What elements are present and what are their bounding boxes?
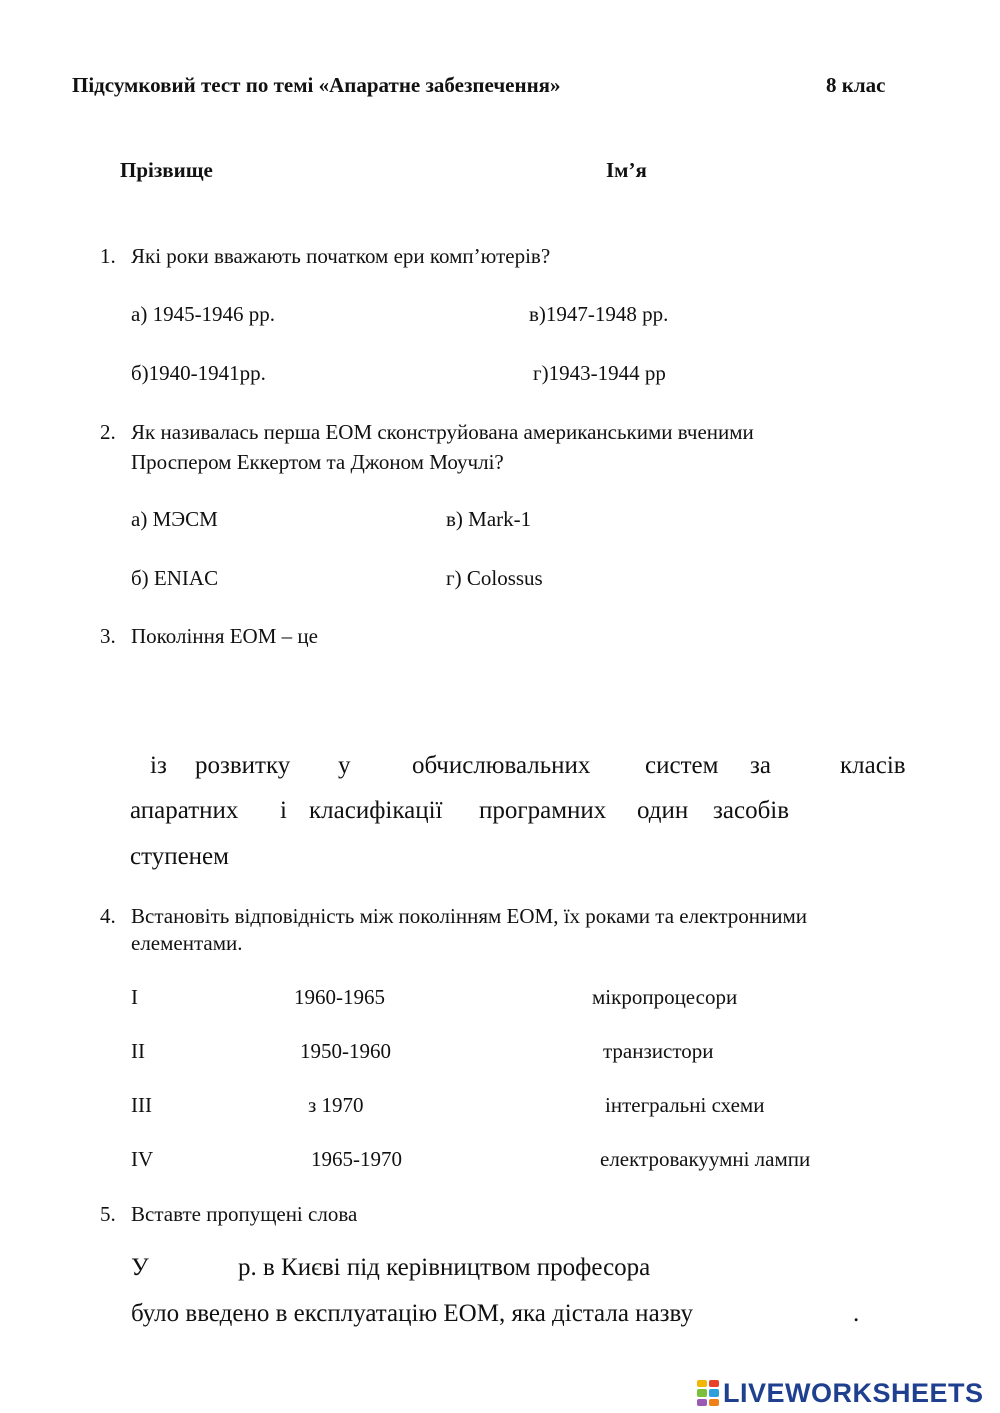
question-2-option-a[interactable]: а) МЭСМ: [131, 507, 218, 531]
word-chip[interactable]: класифікації: [309, 797, 443, 824]
question-1-option-g[interactable]: г)1943-1944 рр: [533, 361, 666, 385]
word-chip[interactable]: класів: [840, 752, 906, 779]
name-label: Ім’я: [606, 158, 647, 182]
years-label[interactable]: 1965-1970: [311, 1147, 402, 1171]
sentence-period: .: [853, 1300, 860, 1327]
question-5-text: Вставте пропущені слова: [131, 1202, 358, 1226]
liveworksheets-brand: LIVEWORKSHEETS: [723, 1377, 984, 1408]
question-2-number: 2.: [100, 420, 116, 444]
word-chip[interactable]: систем: [645, 752, 719, 779]
professor-blank-input[interactable]: [690, 1254, 890, 1284]
word-chip[interactable]: апаратних: [130, 797, 239, 824]
year-blank-input[interactable]: [160, 1254, 230, 1284]
word-chip[interactable]: один: [637, 797, 689, 824]
generation-label: IV: [131, 1147, 154, 1171]
element-label[interactable]: мікропроцесори: [592, 985, 738, 1009]
word-chip[interactable]: у: [338, 752, 351, 779]
question-2-option-b[interactable]: б) ENIAC: [131, 566, 219, 590]
question-3-text: Покоління ЕОМ – це: [131, 624, 318, 648]
word-chip[interactable]: за: [750, 752, 771, 779]
generation-label: II: [131, 1039, 145, 1063]
question-1-option-v[interactable]: в)1947-1948 рр.: [529, 302, 669, 326]
generation-label: III: [131, 1093, 152, 1117]
question-2-option-g[interactable]: г) Colossus: [446, 566, 543, 590]
word-chip[interactable]: розвитку: [195, 752, 291, 779]
liveworksheets-logo: [697, 1378, 984, 1408]
surname-label: Прізвище: [120, 158, 213, 182]
generation-label: I: [131, 985, 138, 1009]
fill-sentence-start: У: [131, 1254, 149, 1281]
question-2-option-v[interactable]: в) Mark-1: [446, 507, 532, 531]
question-3-number: 3.: [100, 624, 116, 648]
question-5-number: 5.: [100, 1202, 116, 1226]
element-label[interactable]: електровакуумні лампи: [600, 1147, 811, 1171]
years-label[interactable]: 1960-1965: [294, 985, 385, 1009]
element-label[interactable]: інтегральні схеми: [605, 1093, 765, 1117]
question-4-text-line1: Встановіть відповідність між поколінням ЕОМ, їх роками та електронними: [131, 904, 808, 928]
question-4-text-line2: елементами.: [131, 931, 243, 955]
word-chip[interactable]: засобів: [713, 797, 790, 824]
computer-name-blank-input[interactable]: [750, 1300, 850, 1330]
question-2-text-line1: Як називалась перша ЕОМ сконструйована американськими вченими: [131, 420, 754, 444]
word-chip[interactable]: ступенем: [130, 843, 229, 870]
word-chip[interactable]: обчислювальних: [412, 752, 591, 779]
word-chip[interactable]: і: [280, 797, 287, 824]
question-1-number: 1.: [100, 244, 116, 268]
years-label[interactable]: з 1970: [308, 1093, 364, 1117]
question-1-option-b[interactable]: б)1940-1941рр.: [131, 361, 266, 385]
liveworksheets-logo-icon: [697, 1380, 719, 1406]
question-1-text: Які роки вважають початком ери комп’ютерів?: [131, 244, 551, 268]
page-title: Підсумковий тест по темі «Апаратне забезпечення»: [72, 73, 561, 97]
fill-sentence-line2: було введено в експлуатацію ЕОМ, яка дістала назву: [131, 1300, 693, 1327]
element-label[interactable]: транзистори: [603, 1039, 714, 1063]
word-chip[interactable]: із: [150, 752, 167, 779]
grade-label: 8 клас: [826, 73, 886, 97]
question-2-text-line2: Проспером Еккертом та Джоном Моучлі?: [131, 450, 504, 474]
question-1-option-a[interactable]: а) 1945-1946 рр.: [131, 302, 276, 326]
word-chip[interactable]: програмних: [479, 797, 607, 824]
fill-sentence-rest: р. в Києві під керівництвом професора: [238, 1254, 651, 1281]
years-label[interactable]: 1950-1960: [300, 1039, 391, 1063]
question-4-number: 4.: [100, 904, 116, 928]
